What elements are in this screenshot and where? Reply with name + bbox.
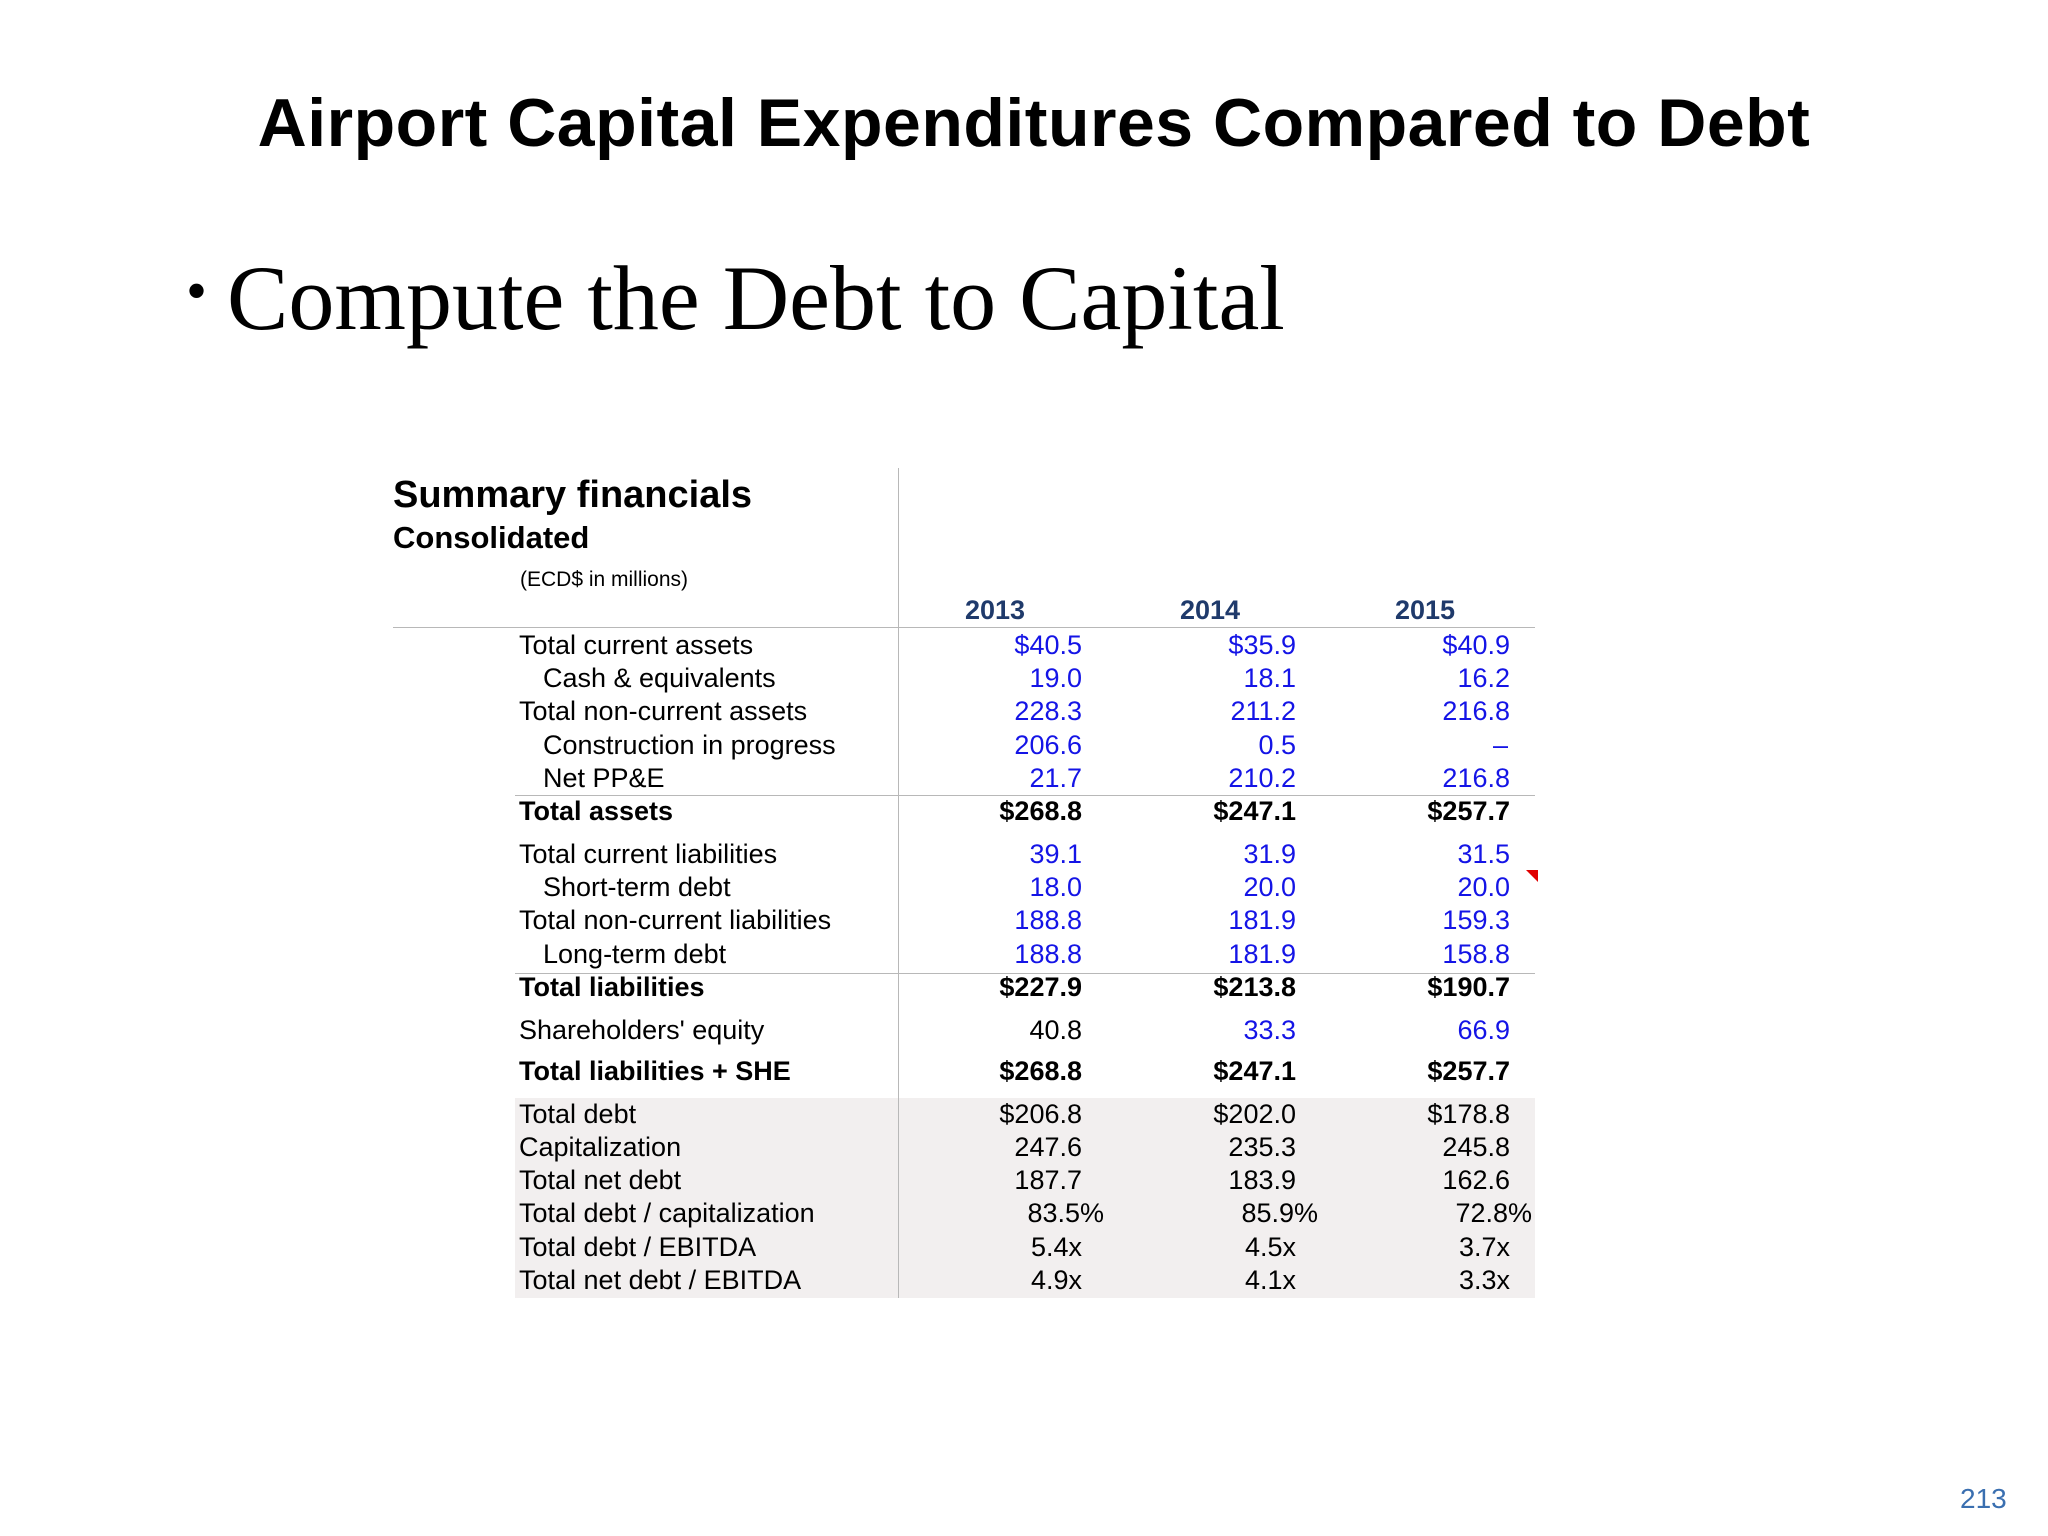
table-cell: 33.3 <box>1243 1015 1296 1045</box>
bullet-text: Compute the Debt to Capital <box>227 247 1285 349</box>
table-cell: 216.8 <box>1442 696 1510 726</box>
row-label: Shareholders' equity <box>519 1015 765 1045</box>
table-cell: 181.9 <box>1228 905 1296 935</box>
table-cell: 21.7 <box>1029 763 1082 793</box>
row-label: Total liabilities + SHE <box>519 1056 791 1086</box>
table-subtitle: Consolidated <box>393 520 590 555</box>
row-label: Total net debt <box>519 1165 682 1195</box>
year-header: 2013 <box>964 595 1026 625</box>
table-cell: 85.9% <box>1241 1198 1318 1228</box>
table-cell: $178.8 <box>1427 1099 1510 1129</box>
row-label: Net PP&E <box>543 763 665 793</box>
row-label: Total current liabilities <box>519 839 778 869</box>
row-label: Cash & equivalents <box>543 663 776 693</box>
row-label: Total current assets <box>519 630 754 660</box>
table-cell: 235.3 <box>1228 1132 1296 1162</box>
table-cell: 228.3 <box>1014 696 1082 726</box>
table-cell: 4.9x <box>1030 1265 1082 1295</box>
table-cell: 206.6 <box>1014 730 1082 760</box>
table-cell: 83.5% <box>1027 1198 1104 1228</box>
page-number: 213 <box>1960 1483 2007 1514</box>
row-label: Long-term debt <box>543 939 727 969</box>
table-cell: $206.8 <box>999 1099 1082 1129</box>
row-label: Capitalization <box>519 1132 682 1162</box>
table-cell: 216.8 <box>1442 763 1510 793</box>
table-cell: $268.8 <box>999 1056 1082 1086</box>
table-cell: 159.3 <box>1442 905 1510 935</box>
table-cell: $40.5 <box>1014 630 1082 660</box>
table-cell: 188.8 <box>1014 939 1082 969</box>
table-cell: 66.9 <box>1457 1015 1510 1045</box>
table-cell: – <box>1492 730 1508 760</box>
table-cell: 245.8 <box>1442 1132 1510 1162</box>
table-cell: 16.2 <box>1457 663 1510 693</box>
table-cell: 72.8% <box>1455 1198 1532 1228</box>
row-label: Total non-current assets <box>519 696 808 726</box>
table-cell: 210.2 <box>1228 763 1296 793</box>
table-cell: $257.7 <box>1427 1056 1510 1086</box>
table-cell: 4.5x <box>1244 1232 1296 1262</box>
table-cell: 181.9 <box>1228 939 1296 969</box>
table-cell: 0.5 <box>1258 730 1296 760</box>
table-cell: 3.7x <box>1458 1232 1510 1262</box>
table-units: (ECD$ in millions) <box>520 568 689 591</box>
row-label: Total debt / capitalization <box>519 1198 815 1228</box>
comment-marker <box>1526 870 1538 882</box>
table-cell: $268.8 <box>999 796 1082 826</box>
row-label: Total debt <box>519 1099 637 1129</box>
row-label: Total debt / EBITDA <box>519 1232 757 1262</box>
row-label: Total assets <box>519 796 674 826</box>
table-cell: 39.1 <box>1029 839 1082 869</box>
table-cell: $247.1 <box>1213 1056 1296 1086</box>
table-cell: 20.0 <box>1243 872 1296 902</box>
table-cell: $40.9 <box>1442 630 1510 660</box>
table-cell: $257.7 <box>1427 796 1510 826</box>
row-label: Short-term debt <box>543 872 731 902</box>
row-label: Total net debt / EBITDA <box>519 1265 802 1295</box>
table-cell: $190.7 <box>1427 972 1510 1002</box>
table-cell: 183.9 <box>1228 1165 1296 1195</box>
year-header: 2015 <box>1394 595 1456 625</box>
row-label: Total liabilities <box>519 972 705 1002</box>
table-cell: 211.2 <box>1230 696 1296 726</box>
table-cell: $35.9 <box>1228 630 1296 660</box>
table-cell: 40.8 <box>1029 1015 1082 1045</box>
table-cell: $213.8 <box>1213 972 1296 1002</box>
table-cell: 18.0 <box>1029 872 1082 902</box>
table-cell: 3.3x <box>1458 1265 1510 1295</box>
table-cell: 162.6 <box>1442 1165 1510 1195</box>
table-cell: 247.6 <box>1014 1132 1082 1162</box>
table-cell: 188.8 <box>1014 905 1082 935</box>
table-title: Summary financials <box>393 474 753 516</box>
slide-title: Airport Capital Expenditures Compared to Debt <box>257 85 1811 161</box>
summary-financials-table <box>390 468 1540 1298</box>
year-header: 2014 <box>1179 595 1241 625</box>
table-cell: $227.9 <box>999 972 1082 1002</box>
table-cell: $247.1 <box>1213 796 1296 826</box>
table-cell: 187.7 <box>1014 1165 1082 1195</box>
table-cell: 5.4x <box>1030 1232 1082 1262</box>
bullet-dot: • <box>186 258 208 324</box>
row-label: Construction in progress <box>543 730 836 760</box>
table-cell: 31.9 <box>1243 839 1296 869</box>
table-cell: 4.1x <box>1244 1265 1296 1295</box>
table-cell: $202.0 <box>1213 1099 1296 1129</box>
table-cell: 19.0 <box>1029 663 1082 693</box>
table-cell: 20.0 <box>1457 872 1510 902</box>
table-cell: 18.1 <box>1243 663 1296 693</box>
row-label: Total non-current liabilities <box>519 905 832 935</box>
table-rule <box>393 627 1535 628</box>
bullet-point <box>186 245 1285 351</box>
table-cell: 158.8 <box>1442 939 1510 969</box>
table-cell: 31.5 <box>1457 839 1510 869</box>
column-divider <box>898 468 899 1298</box>
